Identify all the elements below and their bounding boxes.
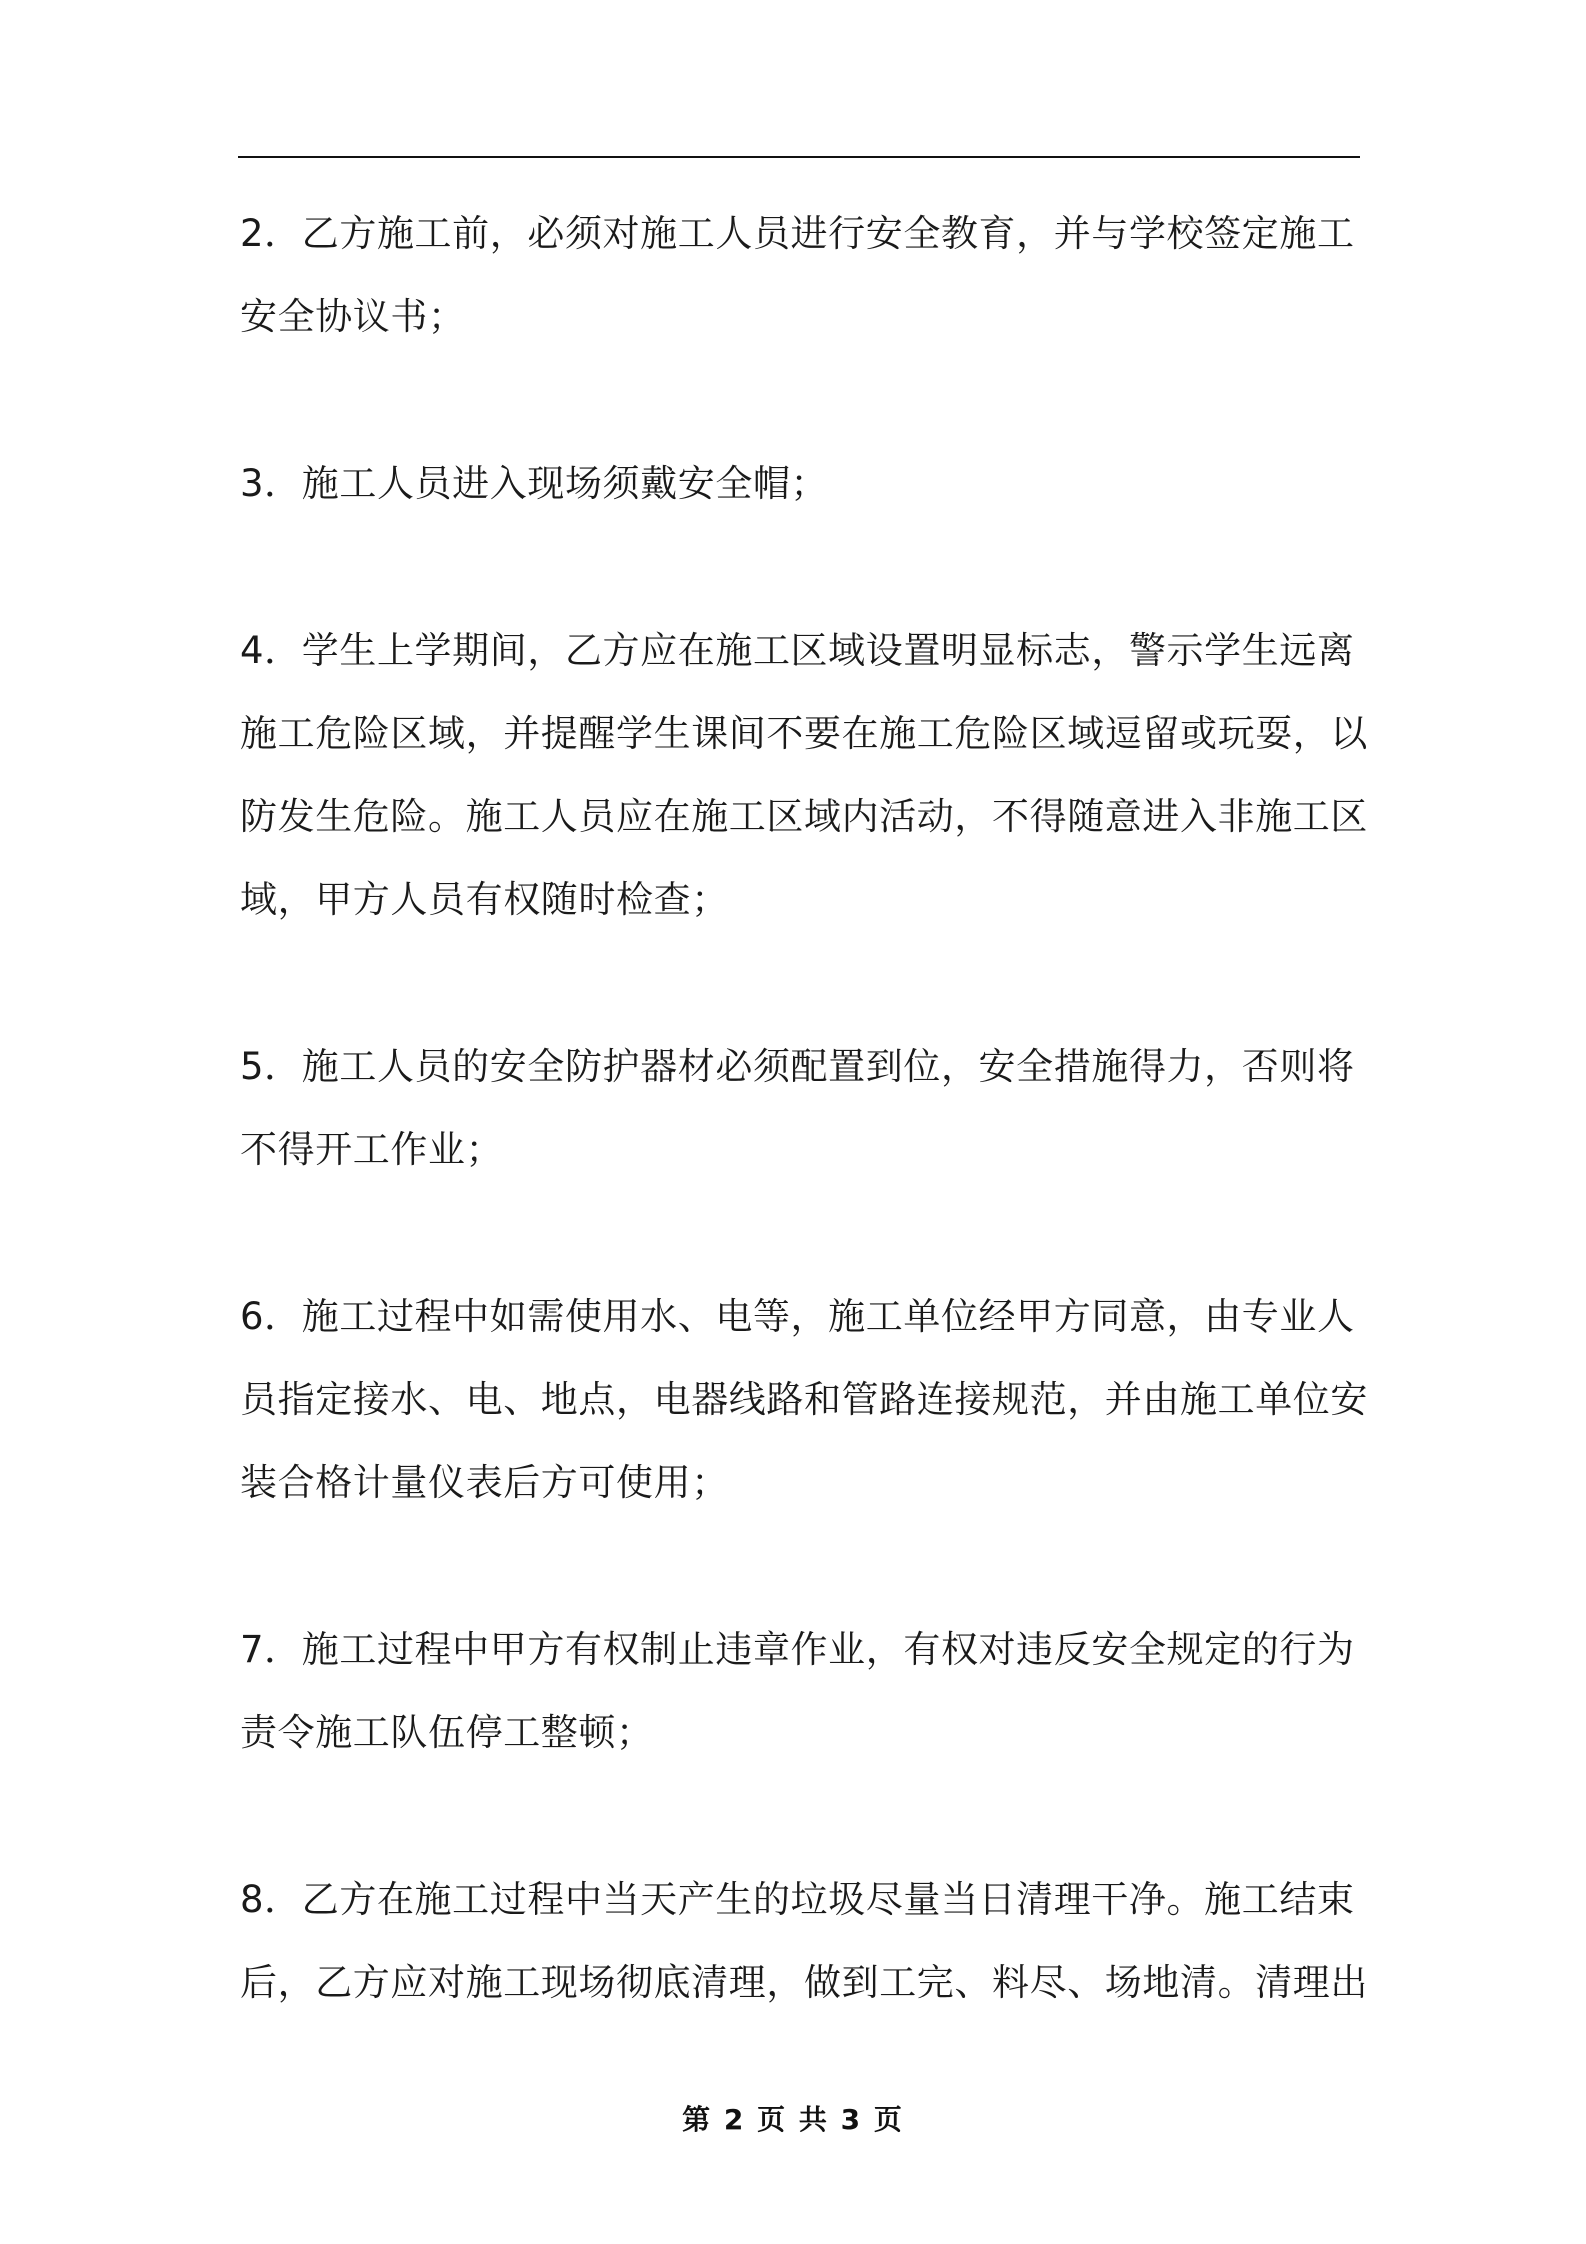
- paragraph-item-3: [240, 442, 1360, 525]
- document-body: [240, 192, 1368, 2108]
- paragraph-line: 6．施工过程中如需使用水、电等，施工单位经甲方同意，由专业人: [240, 1295, 1355, 1338]
- paragraph-line: 防发生危险。施工人员应在施工区域内活动，不得随意进入非施工区: [240, 795, 1368, 838]
- paragraph-item-8: [240, 1858, 1368, 2024]
- paragraph-line: 域，甲方人员有权随时检查；: [240, 878, 729, 921]
- paragraph-line: 装合格计量仪表后方可使用；: [240, 1461, 729, 1504]
- paragraph-line: 施工危险区域，并提醒学生课间不要在施工危险区域逗留或玩耍，以: [240, 712, 1368, 755]
- paragraph-line: 8．乙方在施工过程中当天产生的垃圾尽量当日清理干净。施工结束: [240, 1878, 1355, 1921]
- header-rule: [238, 156, 1360, 158]
- paragraph-line: 安全协议书；: [240, 295, 466, 338]
- paragraph-item-5: [240, 1025, 1360, 1191]
- paragraph-item-6: [240, 1275, 1368, 1524]
- paragraph-line: 后，乙方应对施工现场彻底清理，做到工完、料尽、场地清。清理出: [240, 1961, 1368, 2004]
- paragraph-line: 3．施工人员进入现场须戴安全帽；: [240, 462, 829, 505]
- paragraph-line: 7．施工过程中甲方有权制止违章作业，有权对违反安全规定的行为: [240, 1628, 1355, 1671]
- paragraph-line: 5．施工人员的安全防护器材必须配置到位，安全措施得力，否则将: [240, 1045, 1355, 1088]
- paragraph-line: 不得开工作业；: [240, 1128, 504, 1171]
- paragraph-item-4: [240, 609, 1368, 941]
- paragraph-line: 员指定接水、电、地点，电器线路和管路连接规范，并由施工单位安: [240, 1378, 1368, 1421]
- paragraph-line: 2．乙方施工前，必须对施工人员进行安全教育，并与学校签定施工: [240, 212, 1355, 255]
- paragraph-line: 责令施工队伍停工整顿；: [240, 1711, 654, 1754]
- paragraph-item-7: [240, 1608, 1360, 1774]
- paragraph-line: 4．学生上学期间，乙方应在施工区域设置明显标志，警示学生远离: [240, 629, 1355, 672]
- page-number-footer: 第 2 页 共 3 页: [682, 2103, 904, 2136]
- paragraph-item-2: [240, 192, 1360, 358]
